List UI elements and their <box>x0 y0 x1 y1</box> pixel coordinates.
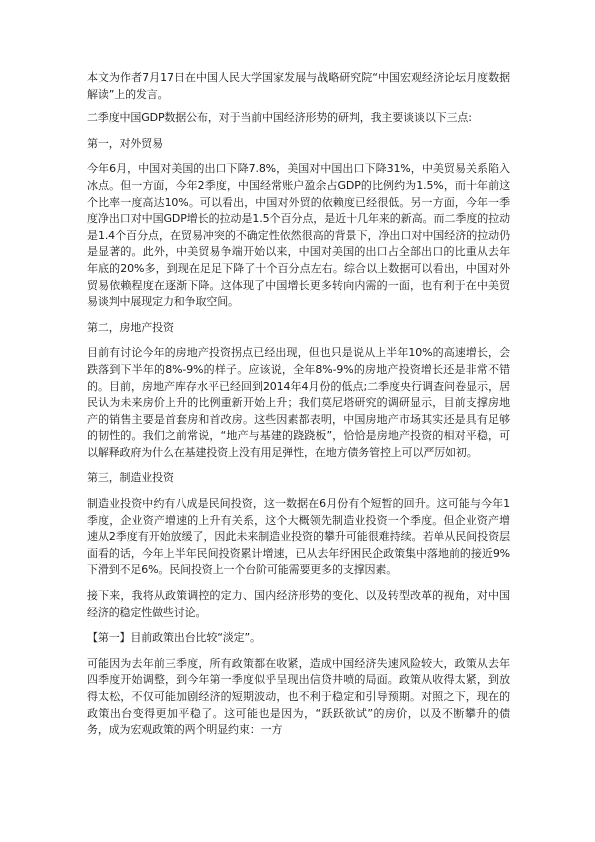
intro-paragraph: 本文为作者7月17日在中国人民大学国家发展与战略研究院“中国宏观经济论坛月度数据解读”上的发言。 <box>87 71 510 101</box>
article-body <box>87 70 510 739</box>
section-heading-manufacturing: 第三，制造业投资 <box>87 471 174 485</box>
section-body-real-estate: 目前有讨论今年的房地产投资拐点已经出现，但也只是说从上半年10%的高速增长，会跌落到下半年的8%-9%的样子。应该说，全年8%-9%的房地产投资增长还是非常不错的。目前，房地产库存水平已经回到2014年4月份的低点;二季度央行调查问卷显示，居民认为未来房价上升的比例重新开始上升；我们莫尼塔研究的调研显示，目前支撑房地产的销售主要是首套房和首改房。这些因素都表明，中国房地产市场其实还是具有足够的韧性的。我们之前常说，“地产与基建的跷跷板”，恰恰是房地产投资的相对平稳，可以解释政府为什么在基建投资上没有用足弹性，在地方债务管控上可以严厉如初。 <box>87 346 510 459</box>
section-heading-foreign-trade: 第一，对外贸易 <box>87 136 163 150</box>
subsection-heading-policy: 【第一】目前政策出台比较“淡定”。 <box>87 631 261 645</box>
lead-paragraph: 二季度中国GDP数据公布，对于当前中国经济形势的研判，我主要谈谈以下三点: <box>87 111 472 125</box>
subsection-body-policy: 可能因为去年前三季度，所有政策都在收紧，造成中国经济失速风险较大，政策从去年四季度开始调整，到今年第一季度似乎呈现出信贷井喷的局面。政策从收得太紧，到放得太松，不仅可能加剧经济的短期波动，也不利于稳定和引导预期。对照之下，现在的政策出台变得更加平稳了。这可能也是因为，“跃跃欲试”的房价，以及不断攀升的债务，成为宏观政策的两个明显约束：一方 <box>87 656 510 737</box>
section-body-foreign-trade: 今年6月，中国对美国的出口下降7.8%，美国对中国出口下降31%，中美贸易关系陷入冰点。但一方面，今年2季度，中国经常账户盈余占GDP的比例约为1.5%，而十年前这个比率一度高达10%。可以看出，中国对外贸的依赖度已经很低。另一方面，今年一季度净出口对中国GDP增长的拉动是1.5个百分点，是近十几年来的新高。而二季度的拉动是1.4个百分点，在贸易冲突的不确定性依然很高的背景下，净出口对中国经济的拉动仍是显著的。此外，中美贸易争端开始以来，中国对美国的出口占全部出口的比重从去年年底的20%多，到现在足足下降了十个百分点左右。综合以上数据可以看出，中国对外贸易依赖程度在逐渐下降。这体现了中国增长更多转向内需的一面，也有利于在中美贸易谈判中展现定力和争取空间。 <box>87 162 510 309</box>
section-heading-real-estate: 第二，房地产投资 <box>87 320 174 334</box>
section-body-manufacturing: 制造业投资中约有八成是民间投资，这一数据在6月份有个短暂的回升。这可能与今年1季度，企业资产增速的上升有关系，这个大概领先制造业投资一个季度。但企业资产增速从2季度有开始放缓了，因此未来制造业投资的攀升可能很难持续。若单从民间投资层面看的话，今年上半年民间投资累计增速，已从去年纾困民企政策集中落地前的接近9%下滑到不足6%。民间投资上一个台阶可能需要更多的支撑因素。 <box>87 497 510 577</box>
transition-paragraph: 接下来，我将从政策调控的定力、国内经济形势的变化、以及转型改革的视角，对中国经济的稳定性做些讨论。 <box>87 589 510 619</box>
